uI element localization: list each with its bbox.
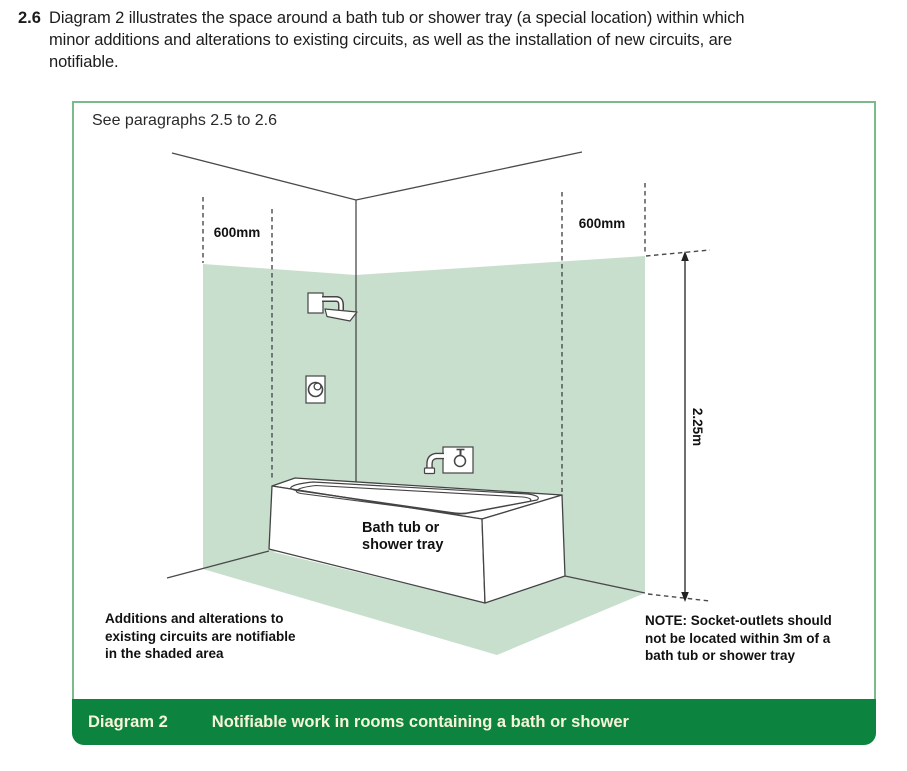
see-paragraphs-note: See paragraphs 2.5 to 2.6 xyxy=(92,112,278,129)
paragraph-line: Diagram 2 illustrates the space around a bath tub or shower tray (a special location) within which xyxy=(49,9,745,27)
shower-control-icon xyxy=(306,376,325,403)
left-zone-width-label: 600mm xyxy=(213,225,261,240)
shaded-area-note-line: existing circuits are notifiable xyxy=(105,628,296,644)
intro-paragraph xyxy=(18,7,744,73)
zone-height-label: 2.25m xyxy=(689,407,705,447)
dim-extension-bottom xyxy=(648,594,710,601)
diagram-caption-title: Notifiable work in rooms containing a bath or shower xyxy=(211,712,629,731)
socket-outlet-note-line: bath tub or shower tray xyxy=(645,648,796,663)
bath-tub-label-line: Bath tub or xyxy=(362,520,440,536)
paragraph-text xyxy=(49,7,744,73)
dim-extension-top xyxy=(646,250,710,256)
shaded-area-note-line: in the shaded area xyxy=(105,646,224,661)
socket-outlet-note xyxy=(645,612,832,665)
shaded-zones xyxy=(203,256,645,655)
bath-tub-label-line: shower tray xyxy=(362,537,444,553)
socket-outlet-note-line: NOTE: Socket-outlets should xyxy=(645,613,832,628)
paragraph-number: 2.6 xyxy=(18,9,41,27)
diagram-figure xyxy=(72,101,876,745)
shaded-area-note-line: Additions and alterations to xyxy=(105,611,284,626)
shaded-area-note xyxy=(105,610,296,663)
diagram-caption-label: Diagram 2 xyxy=(88,712,168,731)
socket-outlet-note-line: not be located within 3m of a xyxy=(645,630,831,646)
bath-tub-label xyxy=(362,520,443,554)
paragraph-line: minor additions and alterations to existing circuits, as well as the installation of new circuits, are xyxy=(49,31,733,49)
ceiling-edges xyxy=(172,152,582,200)
diagram-caption-bar xyxy=(72,699,876,745)
paragraph-line: notifiable. xyxy=(49,53,119,71)
right-zone-width-label: 600mm xyxy=(578,216,626,231)
